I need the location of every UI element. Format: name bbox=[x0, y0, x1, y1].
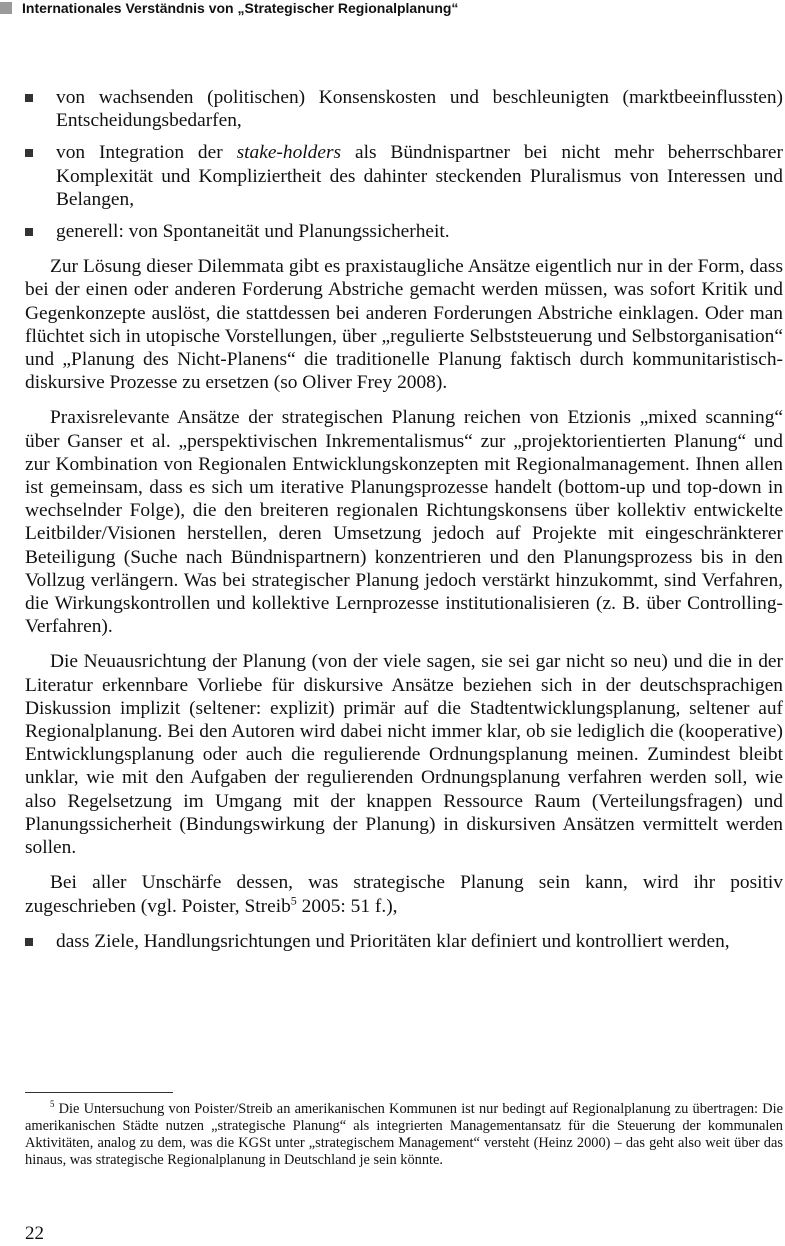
bullet-list bbox=[25, 930, 783, 953]
square-bullet-icon bbox=[25, 149, 33, 157]
footnote-number: 5 bbox=[50, 1099, 55, 1110]
square-bullet-icon bbox=[25, 228, 33, 236]
paragraph-4 bbox=[25, 871, 783, 917]
square-bullet-icon bbox=[25, 94, 33, 102]
list-item bbox=[25, 141, 783, 211]
paragraph-4-text-pre: Bei aller Unschärfe dessen, was strategische Planung sein kann, wird ihr positiv zugeschrieben (vgl. Poister, Streib bbox=[25, 872, 783, 917]
paragraph-1: Zur Lösung dieser Dilemmata gibt es praxistaugliche Ansätze eigentlich nur in der Form, dass bei der einen oder anderen Forderung Abstriche gemacht werden müssen, was sofort Kritik und Gegenkonzepte auslöst, die stattdessen bei anderen Forderungen Abstriche einklagen. Oder man flüchtet sich in utopische Vorstellungen, über „regulierte Selbststeuerung und Selbstorganisation“ und „Planung des Nicht-Planens“ die traditionelle Planung faktisch durch kommunitaristisch-diskursive Prozesse zu ersetzen (so Oliver Frey 2008). bbox=[25, 256, 783, 394]
list-item-text: dass Ziele, Handlungsrichtungen und Prioritäten klar definiert und kontrolliert werden, bbox=[56, 930, 730, 952]
list-item-text: von wachsenden (politischen) Konsenskosten und beschleunigten (marktbeeinflussten) Entscheidungsbedarfen, bbox=[56, 87, 783, 132]
footnote bbox=[25, 1101, 783, 1169]
footnote-divider bbox=[25, 1092, 173, 1093]
paragraph-3: Die Neuausrichtung der Planung (von der viele sagen, sie sei gar nicht so neu) und die in der Literatur erkennbare Vorliebe für diskursive Ansätze beziehen sich in der deutschsprachigen Diskussion implizit (seltener: explizit) primär auf die Stadtentwicklungsplanung, seltener auf Regionalplanung. Bei den Autoren wird dabei nicht immer klar, ob sie lediglich die (kooperative) Entwicklungsplanung oder auch die regulierende Ordnungsplanung meinen. Zumindest bleibt unklar, wie mit den Aufgaben der regulierenden Ordnungsplanung verfahren werden soll, wie also Regelsetzung im Umgang mit der knappen Ressource Raum (Verteilungsfragen) und Planungssicherheit (Bindungswirkung der Planung) in diskursiven Ansätzen vermittelt werden sollen. bbox=[25, 651, 783, 859]
list-item-text-pre: von Integration der bbox=[56, 142, 237, 164]
list-item bbox=[25, 930, 783, 953]
paragraph-4-text-post: 2005: 51 f.), bbox=[296, 895, 398, 917]
list-item-text: generell: von Spontaneität und Planungssicherheit. bbox=[56, 221, 450, 243]
list-item bbox=[25, 220, 783, 243]
list-item bbox=[25, 86, 783, 132]
list-item-emphasis: stake-holders bbox=[236, 142, 342, 164]
running-header-title: Internationales Verständnis von „Strategischer Regionalplanung“ bbox=[22, 0, 459, 16]
square-bullet-icon bbox=[25, 938, 33, 946]
bullet-list bbox=[25, 86, 783, 243]
header-square-icon bbox=[0, 2, 12, 14]
footnote-text: Die Untersuchung von Poister/Streib an amerikanischen Kommunen ist nur bedingt auf Regionalplanung zu übertragen: Die amerikanischen Städte nutzen „strategische Planung“ als integrierten Managementansatz für die Steuerung der kommunalen Aktivitäten, analog zu dem, was die KGSt unter „strategischem Management“ versteht (Heinz 2000) – das geht also weit über das hinaus, was strategische Regionalplanung in Deutschland je sein könnte. bbox=[25, 1101, 783, 1168]
paragraph-2: Praxisrelevante Ansätze der strategischen Planung reichen von Etzionis „mixed scanning“ über Ganser et al. „perspektivischen Inkrementalismus“ zur „projektorientierten Planung“ und zur Kombination von Regionalen Entwicklungskonzepten mit Regionalmanagement. Ihnen allen ist gemeinsam, dass es sich um iterative Planungsprozesse handelt (bottom-up und top-down in wechselnder Folge), die den breiteren regionalen Richtungskonsens über kollektiv entwickelte Leitbilder/Visionen herstellen, deren Umsetzung jedoch auf Projekte mit eingeschränkterer Beteiligung (Suche nach Bündnispartnern) konzentrieren und den Planungsprozess bis in den Vollzug verlängern. Was bei strategischer Planung jedoch verstärkt hinzukommt, sind Verfahren, die Wirkungskontrollen und kollektive Lernprozesse institutionalisieren (z. B. über Controlling-Verfahren). bbox=[25, 407, 783, 638]
main-text bbox=[25, 86, 783, 953]
footnote-reference: 5 bbox=[290, 893, 297, 908]
list-item-text-post: als Bündnispartner bei nicht mehr beherrschbarer Komplexität und Kompliziertheit des dahinter steckenden Pluralismus von Interessen und Belangen, bbox=[56, 142, 783, 210]
page-number: 22 bbox=[25, 1223, 44, 1244]
running-header bbox=[0, 0, 785, 24]
